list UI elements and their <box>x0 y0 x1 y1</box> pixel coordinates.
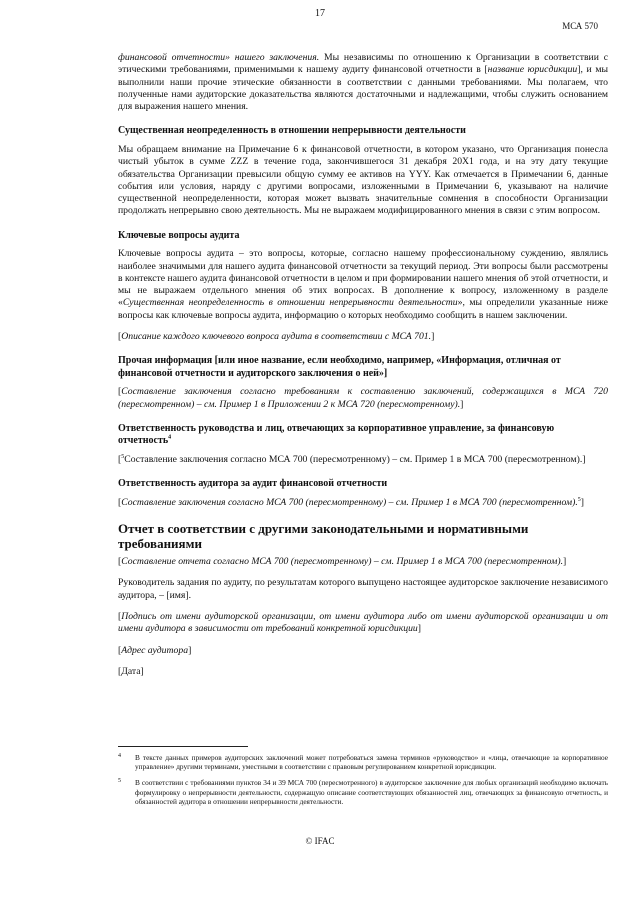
footnote-divider <box>118 746 248 747</box>
paragraph-kam-description: [Описание каждого ключевого вопроса аудита в соответствии с МСА 701.] <box>118 331 435 343</box>
body-content <box>118 52 608 678</box>
paragraph-address: [Адрес аудитора] <box>118 644 192 656</box>
heading-auditor-responsibility: Ответственность аудитора за аудит финансовой отчетности <box>118 478 388 490</box>
heading-legal-requirements: Отчет в соответствии с другими законодательными и нормативными требованиями <box>118 521 529 552</box>
footnote <box>118 753 608 771</box>
italic-text: Составление заключения согласно МСА 700 (пересмотренному) – см. Пример 1 в МСА 700 (пересмотренном). <box>121 496 578 508</box>
text: Ответственность руководства и лиц, отвечающих за корпоративное управление, за финансовую отчетность <box>118 422 555 447</box>
text: [или иное название, если необходимо, например, «Информация, отличная от финансовой отчетности и аудиторского заключения о ней»] <box>118 355 561 379</box>
heading-key-audit-matters: Ключевые вопросы аудита <box>118 229 240 241</box>
paragraph-date: [Дата] <box>118 665 144 677</box>
paragraph-independence <box>118 52 608 113</box>
copyright-footer: © IFAC <box>305 836 335 846</box>
paragraph-management-responsibility: [$^5$Составление заключения согласно МСА 700 (пересмотренному) – см. Пример 1 в МСА 700 (пересмотренном).] <box>118 453 586 465</box>
italic-text: Составление отчета согласно МСА 700 (пересмотренному) – см. Пример 1 в МСА 700 (пересмотренном). <box>121 556 563 568</box>
text: ], и мы выполнили наши прочие этические обязанности в соответствии с данными требованиями. Мы полагаем, что полученные нами аудиторские доказательства являются достаточными и надлежащими, чтобы служить основанием для выражения нашего мнения. <box>118 64 608 113</box>
footnote-text: В соответствии с требованиями пунктов 34 и 39 МСА 700 (пересмотренного) в аудиторское заключение для любых организаций необходимо включать формулировку о непрерывности деятельности, содержащую описание соответствующих обязанностей лиц, отвечающих за финансовую отчетность, и обязанностей аудитора в отношении непрерывности деятельности. <box>135 778 608 806</box>
paragraph-auditor-responsibility: [Составление заключения согласно МСА 700 (пересмотренному) – см. Пример 1 в МСА 700 (пересмотренном).$^5$] <box>118 496 584 508</box>
text: Мы независимы по отношению к Организации в соответствии с этическими требованиями, применимыми к нашему аудиту финансовой отчетности в [ <box>118 52 609 76</box>
paragraph-going-concern: Мы обращаем внимание на Примечание 6 к финансовой отчетности, в котором указано, что Организация понесла чистый убыток в сумме ZZZ в течение года, закончившегося 31 декабря 20Х1 года, и на эту дату текущие обязательства Организации превысили общую сумму ее активов на YYY. Как отмечается в Примечании 6, данные события или условия, наряду с другими вопросами, изложенными в Примечании 6, указывают на наличие существенной неопределенности, которая может вызвать значительные сомнения в способности Организации продолжать непрерывно свою деятельность. Мы не выражаем модифицированного мнения в связи с этим вопросом. <box>118 143 608 217</box>
footnote-ref: 4 <box>168 435 172 442</box>
italic-text: Адрес аудитора <box>121 644 189 656</box>
footnote-ref: 5 <box>577 496 581 503</box>
italic-text: Описание каждого ключевого вопроса аудита в соответствии с МСА 701. <box>121 331 432 343</box>
paragraph-signature: [Подпись от имени аудиторской организации, от имени аудитора либо от имени аудиторской организации и от имени аудитора в зависимости от требований конкретной юрисдикции] <box>118 610 608 635</box>
italic-text: Существенная неопределенность в отношении непрерывности деятельности <box>122 297 458 309</box>
italic-text: название юрисдикции <box>487 64 578 76</box>
text: Дата <box>121 665 141 677</box>
footnote-number: 5 <box>118 778 121 785</box>
footnote-text: В тексте данных примеров аудиторских заключений может потребоваться замена терминов «руководство» и «лица, отвечающие за корпоративное управление» другими терминами, уместными в соответствии с правовым регулированием конкретной юрисдикции. <box>135 753 608 772</box>
heading-other-information <box>118 355 608 380</box>
paragraph-engagement-partner: Руководитель задания по аудиту, по результатам которого выпущено настоящее аудиторское заключение независимого аудитора, – [имя]. <box>118 577 608 601</box>
text: », мы определили указанные ниже вопросы как ключевые вопросы аудита, информацию о которых необходимо сообщить в нашем заключении. <box>118 297 608 321</box>
heading-management-responsibility <box>118 423 608 448</box>
italic-text: финансовой отчетности» нашего заключения. <box>118 52 320 63</box>
text: Прочая информация <box>118 355 213 367</box>
footnote <box>118 778 608 806</box>
document-code: МСА 570 <box>562 21 598 31</box>
text: Составление заключения согласно МСА 700 (пересмотренному) – см. Пример 1 в МСА 700 (пересмотренном). <box>124 453 583 465</box>
paragraph-other-information: [Составление заключения согласно требованиям к составлению заключений, содержащихся в МСА 720 (пересмотренном) – см. Пример 1 в Приложении 2 к МСА 720 (пересмотренному).] <box>118 386 608 410</box>
paragraph-key-audit-matters <box>118 248 608 322</box>
heading-going-concern: Существенная неопределенность в отношении непрерывности деятельности <box>118 125 466 137</box>
footnote-ref: 5 <box>121 453 125 460</box>
italic-text: Составление заключения согласно требованиям к составлению заключений, содержащихся в МСА 720 (пересмотренном) – см. Пример 1 в Приложении 2 к МСА 720 (пересмотренному). <box>118 386 608 410</box>
footnotes <box>118 746 608 813</box>
paragraph-legal-requirements: [Составление отчета согласно МСА 700 (пересмотренному) – см. Пример 1 в МСА 700 (пересмотренном).] <box>118 556 567 568</box>
italic-text: Подпись от имени аудиторской организации, от имени аудитора либо от имени аудиторской организации и от имени аудитора в зависимости от требований конкретной юрисдикции <box>118 610 608 635</box>
page-number: 17 <box>315 8 325 19</box>
footnote-number: 4 <box>118 753 121 759</box>
text: Ключевые вопросы аудита – это вопросы, которые, согласно нашему профессиональному суждению, являлись наиболее значимыми для нашего аудита финансовой отчетности за текущий период. Эти вопросы были рассмотрены в контексте нашего аудита финансовой отчетности в целом и при формировании нашего мнения об этой отчетности, и мы не выражаем отдельного мнения об этих вопросах. В дополнение к вопросу, изложенному в разделе « <box>118 248 608 309</box>
